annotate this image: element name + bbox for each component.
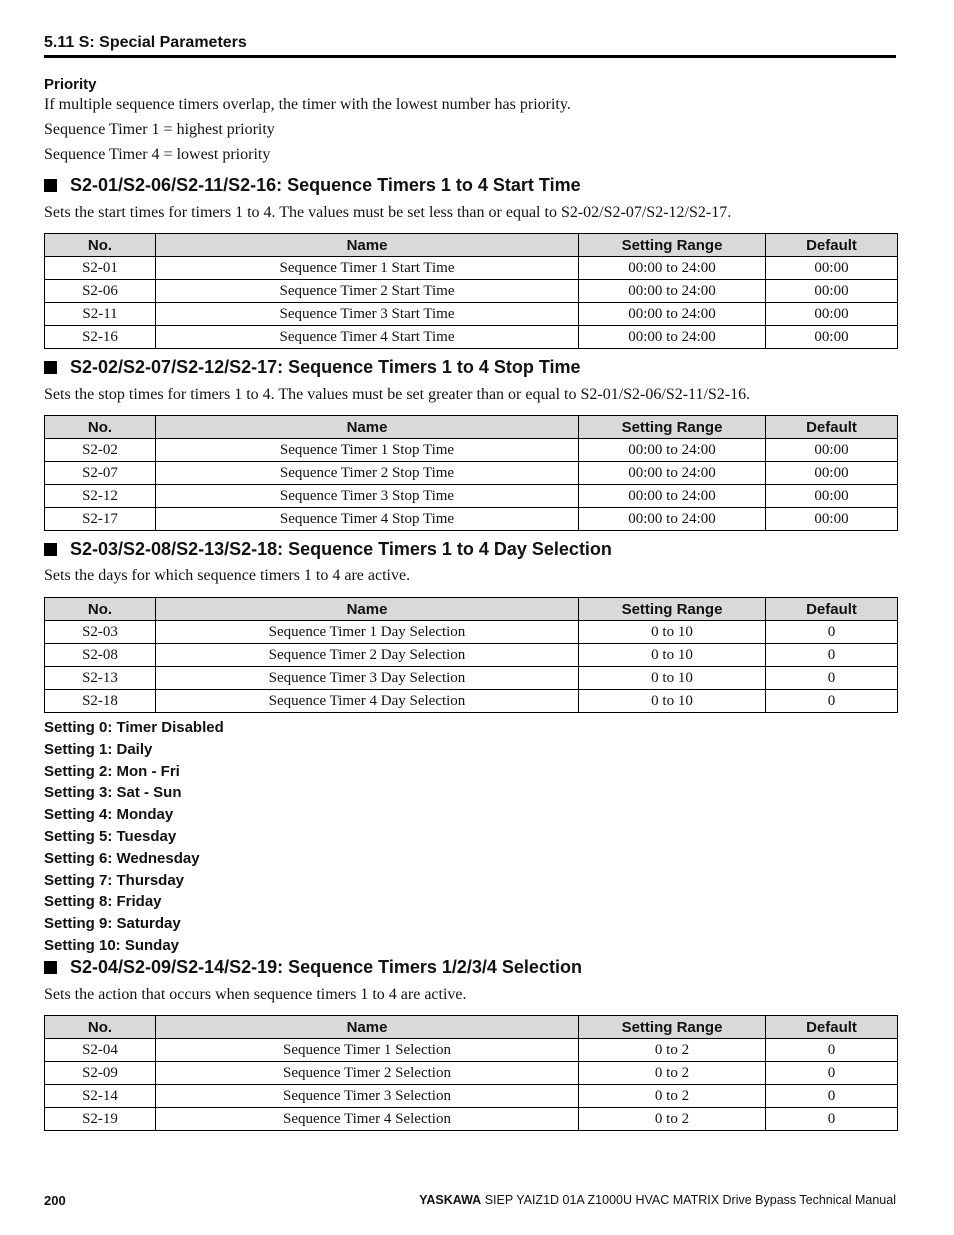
col-no-header: No.: [45, 234, 156, 257]
col-name-cell: Sequence Timer 2 Day Selection: [156, 644, 579, 667]
col-no-cell: S2-11: [45, 303, 156, 326]
table-row: [45, 439, 898, 462]
table-row: [45, 280, 898, 303]
brand-name: YASKAWA: [419, 1193, 482, 1207]
section-heading-text: S2-03/S2-08/S2-13/S2-18: Sequence Timers 1 to 4 Day Selection: [70, 539, 612, 559]
col-name-cell: Sequence Timer 4 Start Time: [156, 326, 579, 349]
table-row: [45, 690, 898, 713]
col-default-cell: 00:00: [766, 303, 898, 326]
col-default-cell: 00:00: [766, 439, 898, 462]
table-row: [45, 667, 898, 690]
col-range-cell: 00:00 to 24:00: [579, 508, 766, 531]
col-no-cell: S2-08: [45, 644, 156, 667]
col-name-header: Name: [156, 598, 579, 621]
col-default-cell: 0: [766, 690, 898, 713]
col-name-cell: Sequence Timer 3 Day Selection: [156, 667, 579, 690]
square-bullet-icon: [44, 179, 57, 192]
col-no-cell: S2-17: [45, 508, 156, 531]
col-no-cell: S2-18: [45, 690, 156, 713]
section-description: Sets the start times for timers 1 to 4. The values must be set less than or equal to S2-02/S2-07/S2-12/S2-17.: [44, 204, 732, 221]
col-name-cell: Sequence Timer 3 Start Time: [156, 303, 579, 326]
col-range-cell: 00:00 to 24:00: [579, 280, 766, 303]
col-range-cell: 0 to 10: [579, 621, 766, 644]
page-header: [44, 33, 896, 58]
col-range-cell: 00:00 to 24:00: [579, 257, 766, 280]
table-row: [45, 621, 898, 644]
col-name-header: Name: [156, 234, 579, 257]
col-default-header: Default: [766, 598, 898, 621]
manual-footer: [419, 1193, 896, 1207]
col-name-cell: Sequence Timer 1 Start Time: [156, 257, 579, 280]
col-default-cell: 00:00: [766, 280, 898, 303]
section-heading: [44, 175, 581, 196]
col-range-cell: 0 to 10: [579, 690, 766, 713]
section-heading: [44, 357, 581, 378]
col-no-cell: S2-12: [45, 485, 156, 508]
col-range-cell: 0 to 2: [579, 1085, 766, 1108]
col-range-header: Setting Range: [579, 598, 766, 621]
day-setting-item: Setting 6: Wednesday: [44, 849, 200, 867]
priority-line: If multiple sequence timers overlap, the timer with the lowest number has priority.: [44, 96, 571, 113]
day-settings-list: [44, 717, 224, 957]
col-range-header: Setting Range: [579, 234, 766, 257]
col-no-header: No.: [45, 598, 156, 621]
col-range-cell: 00:00 to 24:00: [579, 303, 766, 326]
col-range-cell: 0 to 2: [579, 1039, 766, 1062]
square-bullet-icon: [44, 361, 57, 374]
priority-line: Sequence Timer 4 = lowest priority: [44, 146, 271, 163]
col-default-header: Default: [766, 234, 898, 257]
col-name-cell: Sequence Timer 3 Stop Time: [156, 485, 579, 508]
col-default-cell: 0: [766, 621, 898, 644]
col-no-cell: S2-13: [45, 667, 156, 690]
col-range-cell: 0 to 2: [579, 1108, 766, 1131]
col-default-cell: 00:00: [766, 485, 898, 508]
col-no-header: No.: [45, 1016, 156, 1039]
section-title: 5.11 S: Special Parameters: [44, 34, 247, 51]
day-setting-item: Setting 3: Sat - Sun: [44, 784, 182, 802]
section-heading: [44, 539, 612, 560]
col-name-cell: Sequence Timer 1 Stop Time: [156, 439, 579, 462]
section-description: Sets the stop times for timers 1 to 4. The values must be set greater than or equal to S2-01/S2-06/S2-11/S2-16.: [44, 386, 751, 403]
col-range-header: Setting Range: [579, 1016, 766, 1039]
col-default-cell: 00:00: [766, 257, 898, 280]
page-number: 200: [44, 1193, 66, 1208]
col-no-cell: S2-01: [45, 257, 156, 280]
section-heading-text: S2-01/S2-06/S2-11/S2-16: Sequence Timers 1 to 4 Start Time: [70, 175, 581, 195]
col-range-cell: 0 to 2: [579, 1062, 766, 1085]
col-range-cell: 0 to 10: [579, 667, 766, 690]
day-setting-item: Setting 1: Daily: [44, 740, 153, 758]
day-setting-item: Setting 10: Sunday: [44, 936, 180, 954]
section-heading-text: S2-02/S2-07/S2-12/S2-17: Sequence Timers 1 to 4 Stop Time: [70, 357, 581, 377]
day-setting-item: Setting 2: Mon - Fri: [44, 762, 180, 780]
col-no-cell: S2-14: [45, 1085, 156, 1108]
table-row: [45, 303, 898, 326]
col-name-cell: Sequence Timer 1 Day Selection: [156, 621, 579, 644]
col-default-header: Default: [766, 416, 898, 439]
section-heading-text: S2-04/S2-09/S2-14/S2-19: Sequence Timers 1/2/3/4 Selection: [70, 957, 582, 977]
table-header-row: [45, 1016, 898, 1039]
parameter-table: [44, 233, 898, 349]
parameter-table: [44, 415, 898, 531]
manual-title: SIEP YAIZ1D 01A Z1000U HVAC MATRIX Drive Bypass Technical Manual: [484, 1193, 896, 1207]
col-name-cell: Sequence Timer 2 Selection: [156, 1062, 579, 1085]
col-no-cell: S2-07: [45, 462, 156, 485]
day-setting-item: Setting 4: Monday: [44, 806, 174, 824]
col-name-cell: Sequence Timer 4 Day Selection: [156, 690, 579, 713]
col-name-cell: Sequence Timer 1 Selection: [156, 1039, 579, 1062]
col-no-cell: S2-03: [45, 621, 156, 644]
col-name-cell: Sequence Timer 2 Start Time: [156, 280, 579, 303]
col-default-cell: 00:00: [766, 508, 898, 531]
parameter-table: [44, 597, 898, 713]
priority-heading: Priority: [44, 76, 97, 93]
square-bullet-icon: [44, 543, 57, 556]
table-row: [45, 485, 898, 508]
col-default-cell: 00:00: [766, 326, 898, 349]
col-name-cell: Sequence Timer 4 Stop Time: [156, 508, 579, 531]
col-default-cell: 0: [766, 1085, 898, 1108]
col-range-cell: 00:00 to 24:00: [579, 326, 766, 349]
table-row: [45, 257, 898, 280]
square-bullet-icon: [44, 961, 57, 974]
col-range-cell: 0 to 10: [579, 644, 766, 667]
table-row: [45, 1108, 898, 1131]
col-name-header: Name: [156, 1016, 579, 1039]
table-header-row: [45, 598, 898, 621]
table-row: [45, 326, 898, 349]
table-row: [45, 1062, 898, 1085]
col-no-cell: S2-19: [45, 1108, 156, 1131]
col-default-cell: 0: [766, 667, 898, 690]
col-no-cell: S2-04: [45, 1039, 156, 1062]
table-row: [45, 462, 898, 485]
table-row: [45, 644, 898, 667]
day-setting-item: Setting 8: Friday: [44, 893, 162, 911]
col-range-cell: 00:00 to 24:00: [579, 462, 766, 485]
table-row: [45, 1039, 898, 1062]
col-no-header: No.: [45, 416, 156, 439]
col-name-header: Name: [156, 416, 579, 439]
day-setting-item: Setting 9: Saturday: [44, 915, 181, 933]
day-setting-item: Setting 7: Thursday: [44, 871, 185, 889]
day-setting-item: Setting 5: Tuesday: [44, 827, 177, 845]
col-default-cell: 0: [766, 644, 898, 667]
col-name-cell: Sequence Timer 4 Selection: [156, 1108, 579, 1131]
col-range-cell: 00:00 to 24:00: [579, 439, 766, 462]
table-row: [45, 508, 898, 531]
col-range-header: Setting Range: [579, 416, 766, 439]
table-header-row: [45, 416, 898, 439]
col-name-cell: Sequence Timer 3 Selection: [156, 1085, 579, 1108]
col-name-cell: Sequence Timer 2 Stop Time: [156, 462, 579, 485]
table-header-row: [45, 234, 898, 257]
col-no-cell: S2-09: [45, 1062, 156, 1085]
col-default-cell: 00:00: [766, 462, 898, 485]
section-heading: [44, 957, 582, 978]
col-no-cell: S2-06: [45, 280, 156, 303]
table-row: [45, 1085, 898, 1108]
col-no-cell: S2-02: [45, 439, 156, 462]
section-description: Sets the action that occurs when sequence timers 1 to 4 are active.: [44, 986, 467, 1003]
col-no-cell: S2-16: [45, 326, 156, 349]
col-default-header: Default: [766, 1016, 898, 1039]
col-default-cell: 0: [766, 1062, 898, 1085]
day-setting-item: Setting 0: Timer Disabled: [44, 719, 224, 736]
parameter-table: [44, 1015, 898, 1131]
col-default-cell: 0: [766, 1039, 898, 1062]
priority-line: Sequence Timer 1 = highest priority: [44, 121, 275, 138]
col-default-cell: 0: [766, 1108, 898, 1131]
section-description: Sets the days for which sequence timers 1 to 4 are active.: [44, 567, 411, 584]
col-range-cell: 00:00 to 24:00: [579, 485, 766, 508]
